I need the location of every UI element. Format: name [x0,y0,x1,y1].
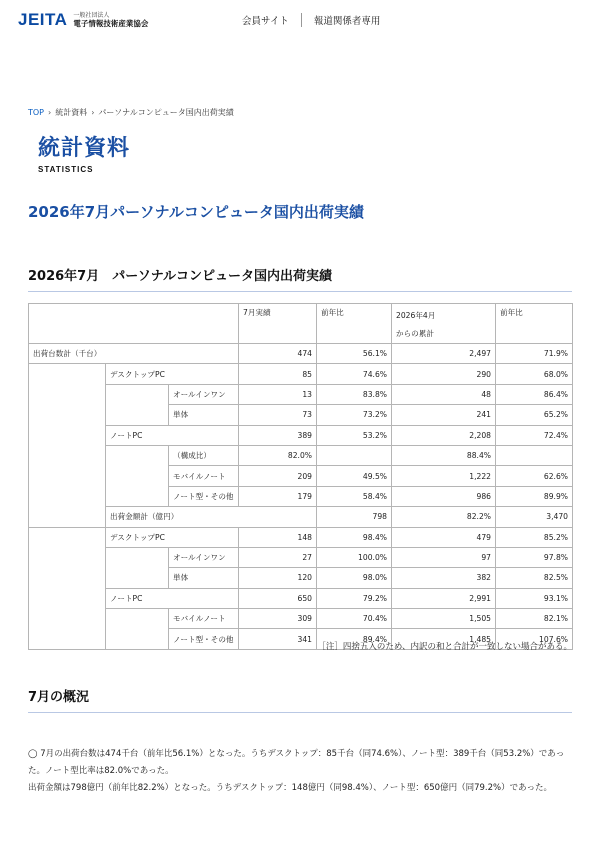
cell-value: 148 [239,527,317,547]
cell-value: 62.6% [496,466,573,486]
table-row [29,547,573,567]
cell-value: 98.4% [317,527,392,547]
header-month: 7月実績 [239,304,317,344]
cell-value: 74.6% [317,364,392,384]
cell-value: 13 [239,384,317,404]
summary-heading: 7月の概況 [28,686,572,713]
table-row [29,344,573,364]
cell-value: 89.9% [496,486,573,506]
row-label-mobile: モバイルノート [169,466,239,486]
summary-text [28,746,572,797]
table-row [29,609,573,629]
cell-empty [496,445,573,465]
cell-value: 986 [392,486,496,506]
row-label-single: 単体 [169,405,239,425]
cell-value: 209 [239,466,317,486]
row-label-mobile: モバイルノート [169,609,239,629]
header-cumulative [392,304,496,344]
cell-value: 86.4% [496,384,573,404]
table-row [29,466,573,486]
cell-value: 2,497 [392,344,496,364]
cell-value: 71.9% [496,344,573,364]
cell-value: 73 [239,405,317,425]
table-row [29,507,573,527]
spacer-cell [106,466,169,507]
logo-org-small: 一般社団法人 [73,12,110,19]
shipment-table [28,303,573,650]
cell-value: 79.2% [317,588,392,608]
header-yoy: 前年比 [317,304,392,344]
header-empty [29,304,239,344]
cell-value: 97.8% [496,547,573,567]
cell-value: 3,470 [496,507,573,527]
cell-value: 85.2% [496,527,573,547]
table-row [29,384,573,404]
cell-value: 82.0% [239,445,317,465]
cell-value: 798 [317,507,392,527]
logo-mark: JEITA [18,10,68,29]
logo-org-name: 電子情報技術産業協会 [73,19,149,28]
cell-value: 93.1% [496,588,573,608]
header-cum-yoy: 前年比 [496,304,573,344]
jeita-logo[interactable] [18,10,148,30]
cell-value: 479 [392,527,496,547]
spacer-cell [106,445,169,465]
main-heading: 2026年7月パーソナルコンピュータ国内出荷実績 [28,203,364,221]
table-row [29,588,573,608]
chevron-right-icon: › [48,108,52,117]
nav-press[interactable]: 報道関係者専用 [301,13,393,27]
cell-value: 98.0% [317,568,392,588]
cell-value: 1,485 [392,629,496,649]
cell-value: 100.0% [317,547,392,567]
table-heading: 2026年7月 パーソナルコンピュータ国内出荷実績 [28,265,572,292]
row-label-notebook: ノートPC [106,588,239,608]
site-header [0,0,600,42]
row-label-ratio: （構成比） [169,445,239,465]
spacer-cell [29,364,106,527]
table-note: ［注］四捨五入のため、内訳の和と合計が一致しない場合がある。 [317,642,572,652]
summary-paragraph-units: ◯ 7月の出荷台数は474千台（前年比56.1%）となった。うちデスクトップ：85千台（同74.6%）、ノート型：389千台（同53.2%）であった。ノート型比率は82.0%であった。 [28,749,565,776]
cell-value: 179 [239,486,317,506]
cell-value: 82.1% [496,609,573,629]
cell-value: 120 [239,568,317,588]
cell-value: 474 [239,344,317,364]
table-row [29,445,573,465]
summary-paragraph-amount: 出荷金額は798億円（前年比82.2%）となった。うちデスクトップ：148億円（同98.4%）、ノート型：650億円（同79.2%）であった。 [28,783,552,793]
cell-empty [317,445,392,465]
row-label-desktop: デスクトップPC [106,364,239,384]
cell-value: 2,208 [392,425,496,445]
cell-value: 241 [392,405,496,425]
cell-value: 27 [239,547,317,567]
cell-value: 58.4% [317,486,392,506]
row-label-other: ノート型・その他 [169,629,239,649]
cell-value: 341 [239,629,317,649]
cell-value: 389 [239,425,317,445]
row-label-desktop: デスクトップPC [106,527,239,547]
cell-value: 70.4% [317,609,392,629]
nav-member-site[interactable]: 会員サイト [242,16,289,27]
breadcrumb [28,107,234,118]
cell-value: 82.2% [392,507,496,527]
table-header-row [29,304,573,344]
table-row [29,425,573,445]
cell-value: 1,222 [392,466,496,486]
header-nav [242,13,392,27]
page-subtitle: STATISTICS [38,165,94,174]
row-label-aio: オールインワン [169,384,239,404]
cell-value: 290 [392,364,496,384]
cell-value: 97 [392,547,496,567]
cell-value: 56.1% [317,344,392,364]
page-title: 統計資料 [38,136,131,161]
cell-value: 650 [239,588,317,608]
cell-value: 48 [392,384,496,404]
row-label-notebook: ノートPC [106,425,239,445]
row-label-other: ノート型・その他 [169,486,239,506]
cell-value: 53.2% [317,425,392,445]
cell-value: 83.8% [317,384,392,404]
cell-value: 88.4% [392,445,496,465]
cell-value: 309 [239,609,317,629]
cell-value: 107.6% [496,629,573,649]
row-label-units-total: 出荷台数計（千台） [29,344,239,364]
table-row [29,364,573,384]
spacer-cell [29,527,106,649]
spacer-cell [106,547,169,588]
breadcrumb-statistics[interactable]: 統計資料 [55,108,88,117]
cell-value: 82.5% [496,568,573,588]
cell-value: 89.4% [317,629,392,649]
logo-org [73,12,148,28]
cell-value: 65.2% [496,405,573,425]
cell-value: 73.2% [317,405,392,425]
header-cumulative-line2: からの累計 [396,329,434,338]
row-label-amount-total: 出荷金額計（億円） [106,507,317,527]
cell-value: 1,505 [392,609,496,629]
breadcrumb-current: パーソナルコンピュータ国内出荷実績 [98,108,234,117]
row-label-single: 単体 [169,568,239,588]
chevron-right-icon: › [91,108,95,117]
spacer-cell [106,609,169,650]
cell-value: 2,991 [392,588,496,608]
cell-value: 85 [239,364,317,384]
spacer-cell [106,384,169,425]
cell-value: 49.5% [317,466,392,486]
cell-value: 68.0% [496,364,573,384]
breadcrumb-top[interactable]: TOP [28,108,45,117]
cell-value: 72.4% [496,425,573,445]
header-cumulative-line1: 2026年4月 [396,311,436,320]
table-row [29,527,573,547]
cell-value: 382 [392,568,496,588]
row-label-aio: オールインワン [169,547,239,567]
